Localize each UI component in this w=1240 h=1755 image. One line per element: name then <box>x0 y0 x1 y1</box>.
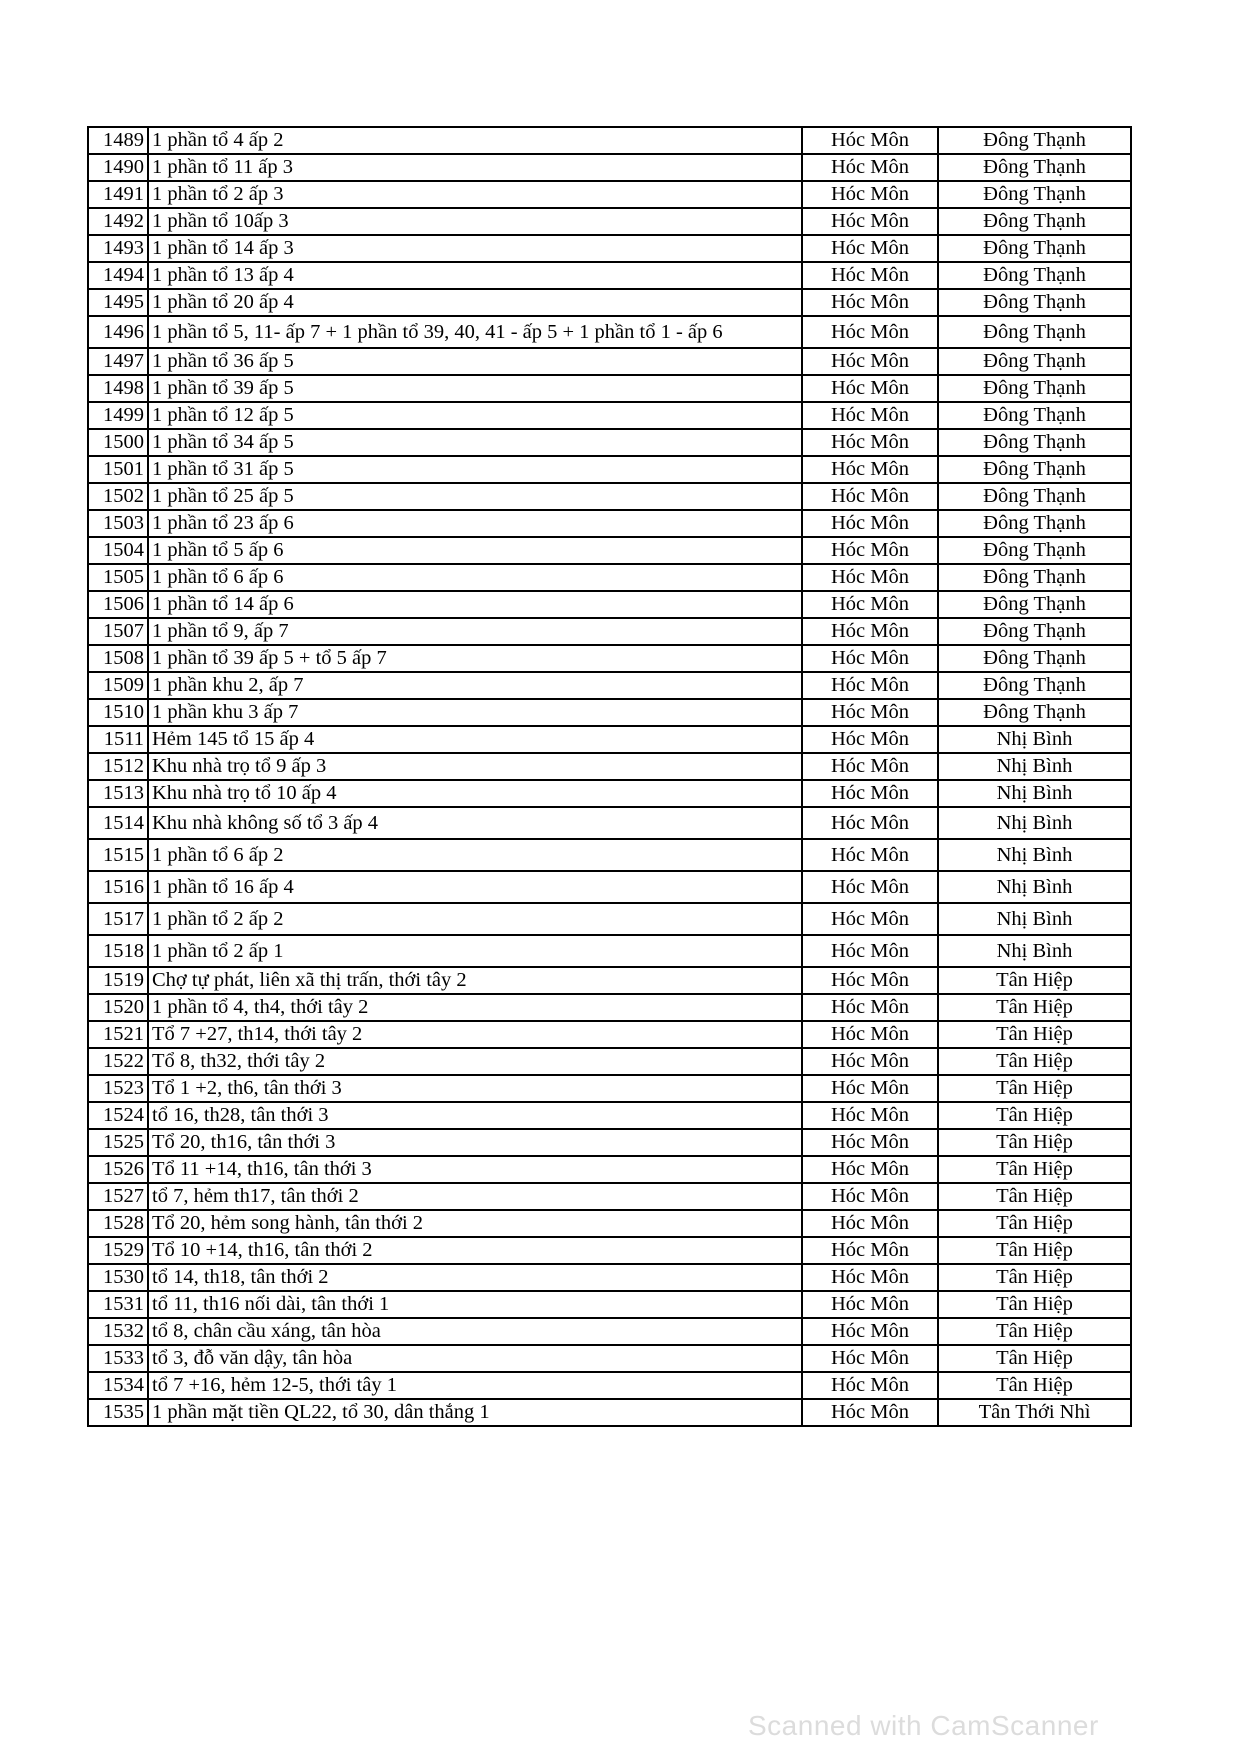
row-number: 1491 <box>88 181 148 208</box>
table-row <box>88 967 1131 994</box>
district-cell: Hóc Môn <box>802 537 938 564</box>
district-cell: Hóc Môn <box>802 289 938 316</box>
row-number: 1507 <box>88 618 148 645</box>
district-cell: Hóc Môn <box>802 1156 938 1183</box>
table-body <box>88 127 1131 1426</box>
row-number: 1531 <box>88 1291 148 1318</box>
ward-cell: Tân Hiệp <box>938 1021 1131 1048</box>
table-row <box>88 348 1131 375</box>
row-number: 1490 <box>88 154 148 181</box>
address-cell: Chợ tự phát, liên xã thị trấn, thới tây 2 <box>148 967 802 994</box>
table-row <box>88 1291 1131 1318</box>
table-row <box>88 537 1131 564</box>
address-cell: 1 phần tổ 4 ấp 2 <box>148 127 802 154</box>
address-cell: 1 phần tổ 31 ấp 5 <box>148 456 802 483</box>
address-cell: 1 phần tổ 20 ấp 4 <box>148 289 802 316</box>
district-cell: Hóc Môn <box>802 1129 938 1156</box>
ward-cell: Tân Thới Nhì <box>938 1399 1131 1426</box>
row-number: 1506 <box>88 591 148 618</box>
table-row <box>88 1021 1131 1048</box>
district-cell: Hóc Môn <box>802 235 938 262</box>
ward-cell: Nhị Bình <box>938 807 1131 839</box>
district-cell: Hóc Môn <box>802 348 938 375</box>
district-cell: Hóc Môn <box>802 262 938 289</box>
table-row <box>88 935 1131 967</box>
table-row <box>88 839 1131 871</box>
table-row <box>88 429 1131 456</box>
row-number: 1522 <box>88 1048 148 1075</box>
row-number: 1515 <box>88 839 148 871</box>
ward-cell: Đông Thạnh <box>938 208 1131 235</box>
table-row <box>88 483 1131 510</box>
address-cell: Tổ 1 +2, th6, tân thới 3 <box>148 1075 802 1102</box>
address-cell: tổ 16, th28, tân thới 3 <box>148 1102 802 1129</box>
table-row <box>88 1399 1131 1426</box>
district-cell: Hóc Môn <box>802 1075 938 1102</box>
district-cell: Hóc Môn <box>802 871 938 903</box>
row-number: 1500 <box>88 429 148 456</box>
row-number: 1526 <box>88 1156 148 1183</box>
camscanner-watermark: Scanned with CamScanner <box>748 1710 1099 1741</box>
ward-cell: Đông Thạnh <box>938 483 1131 510</box>
ward-cell: Tân Hiệp <box>938 1291 1131 1318</box>
table-row <box>88 1102 1131 1129</box>
address-cell: 1 phần tổ 36 ấp 5 <box>148 348 802 375</box>
address-cell: 1 phần tổ 9, ấp 7 <box>148 618 802 645</box>
district-cell: Hóc Môn <box>802 699 938 726</box>
table-row <box>88 780 1131 807</box>
district-cell: Hóc Môn <box>802 994 938 1021</box>
address-cell: 1 phần tổ 6 ấp 2 <box>148 839 802 871</box>
address-cell: 1 phần tổ 39 ấp 5 + tổ 5 ấp 7 <box>148 645 802 672</box>
ward-cell: Nhị Bình <box>938 903 1131 935</box>
ward-cell: Đông Thạnh <box>938 645 1131 672</box>
table-row <box>88 456 1131 483</box>
row-number: 1504 <box>88 537 148 564</box>
table-row <box>88 564 1131 591</box>
address-cell: tổ 14, th18, tân thới 2 <box>148 1264 802 1291</box>
district-cell: Hóc Môn <box>802 429 938 456</box>
district-cell: Hóc Môn <box>802 510 938 537</box>
row-number: 1525 <box>88 1129 148 1156</box>
district-cell: Hóc Môn <box>802 780 938 807</box>
row-number: 1499 <box>88 402 148 429</box>
ward-cell: Đông Thạnh <box>938 510 1131 537</box>
ward-cell: Đông Thạnh <box>938 235 1131 262</box>
ward-cell: Tân Hiệp <box>938 1156 1131 1183</box>
table-row <box>88 1237 1131 1264</box>
address-cell: tổ 7, hẻm th17, tân thới 2 <box>148 1183 802 1210</box>
row-number: 1530 <box>88 1264 148 1291</box>
table-row <box>88 726 1131 753</box>
row-number: 1492 <box>88 208 148 235</box>
row-number: 1511 <box>88 726 148 753</box>
district-cell: Hóc Môn <box>802 1372 938 1399</box>
table-row <box>88 316 1131 348</box>
row-number: 1529 <box>88 1237 148 1264</box>
ward-cell: Đông Thạnh <box>938 699 1131 726</box>
ward-cell: Tân Hiệp <box>938 1048 1131 1075</box>
ward-cell: Tân Hiệp <box>938 1318 1131 1345</box>
row-number: 1527 <box>88 1183 148 1210</box>
table-row <box>88 1264 1131 1291</box>
ward-cell: Tân Hiệp <box>938 1345 1131 1372</box>
ward-cell: Tân Hiệp <box>938 1075 1131 1102</box>
district-cell: Hóc Môn <box>802 181 938 208</box>
district-cell: Hóc Môn <box>802 127 938 154</box>
table-row <box>88 1372 1131 1399</box>
ward-cell: Tân Hiệp <box>938 1129 1131 1156</box>
ward-cell: Tân Hiệp <box>938 1372 1131 1399</box>
district-cell: Hóc Môn <box>802 903 938 935</box>
table-row <box>88 289 1131 316</box>
district-cell: Hóc Môn <box>802 839 938 871</box>
ward-cell: Tân Hiệp <box>938 1210 1131 1237</box>
address-cell: Tổ 7 +27, th14, thới tây 2 <box>148 1021 802 1048</box>
address-cell: Tổ 20, hẻm song hành, tân thới 2 <box>148 1210 802 1237</box>
row-number: 1512 <box>88 753 148 780</box>
district-cell: Hóc Môn <box>802 375 938 402</box>
table-row <box>88 235 1131 262</box>
table-row <box>88 1075 1131 1102</box>
table-row <box>88 181 1131 208</box>
ward-cell: Đông Thạnh <box>938 154 1131 181</box>
table-row <box>88 127 1131 154</box>
address-cell: 1 phần tổ 5 ấp 6 <box>148 537 802 564</box>
ward-cell: Nhị Bình <box>938 871 1131 903</box>
ward-cell: Đông Thạnh <box>938 262 1131 289</box>
address-cell: 1 phần tổ 10ấp 3 <box>148 208 802 235</box>
table-row <box>88 510 1131 537</box>
district-cell: Hóc Môn <box>802 591 938 618</box>
ward-cell: Tân Hiệp <box>938 1183 1131 1210</box>
district-cell: Hóc Môn <box>802 672 938 699</box>
ward-cell: Đông Thạnh <box>938 429 1131 456</box>
ward-cell: Đông Thạnh <box>938 181 1131 208</box>
district-cell: Hóc Môn <box>802 564 938 591</box>
row-number: 1496 <box>88 316 148 348</box>
address-cell: 1 phần tổ 34 ấp 5 <box>148 429 802 456</box>
table-row <box>88 262 1131 289</box>
row-number: 1493 <box>88 235 148 262</box>
district-cell: Hóc Môn <box>802 645 938 672</box>
row-number: 1509 <box>88 672 148 699</box>
row-number: 1533 <box>88 1345 148 1372</box>
address-cell: tổ 11, th16 nối dài, tân thới 1 <box>148 1291 802 1318</box>
ward-cell: Nhị Bình <box>938 780 1131 807</box>
table-row <box>88 672 1131 699</box>
table-row <box>88 1210 1131 1237</box>
district-cell: Hóc Môn <box>802 618 938 645</box>
address-cell: 1 phần tổ 14 ấp 3 <box>148 235 802 262</box>
row-number: 1520 <box>88 994 148 1021</box>
address-cell: 1 phần tổ 4, th4, thới tây 2 <box>148 994 802 1021</box>
district-cell: Hóc Môn <box>802 316 938 348</box>
row-number: 1502 <box>88 483 148 510</box>
table-row <box>88 871 1131 903</box>
district-cell: Hóc Môn <box>802 1237 938 1264</box>
ward-cell: Đông Thạnh <box>938 402 1131 429</box>
ward-cell: Tân Hiệp <box>938 1237 1131 1264</box>
row-number: 1519 <box>88 967 148 994</box>
table-row <box>88 645 1131 672</box>
row-number: 1532 <box>88 1318 148 1345</box>
ward-cell: Đông Thạnh <box>938 316 1131 348</box>
address-cell: 1 phần tổ 6 ấp 6 <box>148 564 802 591</box>
table-row <box>88 208 1131 235</box>
row-number: 1503 <box>88 510 148 537</box>
table-row <box>88 1048 1131 1075</box>
address-cell: tổ 3, đỗ văn dậy, tân hòa <box>148 1345 802 1372</box>
row-number: 1513 <box>88 780 148 807</box>
address-cell: 1 phần tổ 11 ấp 3 <box>148 154 802 181</box>
ward-cell: Đông Thạnh <box>938 348 1131 375</box>
address-cell: 1 phần tổ 2 ấp 3 <box>148 181 802 208</box>
table-row <box>88 807 1131 839</box>
address-cell: 1 phần tổ 39 ấp 5 <box>148 375 802 402</box>
district-cell: Hóc Môn <box>802 456 938 483</box>
address-cell: Tổ 11 +14, th16, tân thới 3 <box>148 1156 802 1183</box>
table-row <box>88 1183 1131 1210</box>
row-number: 1535 <box>88 1399 148 1426</box>
ward-cell: Tân Hiệp <box>938 1102 1131 1129</box>
ward-cell: Đông Thạnh <box>938 591 1131 618</box>
row-number: 1498 <box>88 375 148 402</box>
district-cell: Hóc Môn <box>802 1210 938 1237</box>
table-row <box>88 1156 1131 1183</box>
table-row <box>88 1129 1131 1156</box>
row-number: 1516 <box>88 871 148 903</box>
row-number: 1494 <box>88 262 148 289</box>
address-cell: 1 phần tổ 12 ấp 5 <box>148 402 802 429</box>
address-cell: Tổ 8, th32, thới tây 2 <box>148 1048 802 1075</box>
address-cell: 1 phần tổ 23 ấp 6 <box>148 510 802 537</box>
district-cell: Hóc Môn <box>802 1021 938 1048</box>
row-number: 1495 <box>88 289 148 316</box>
address-cell: Khu nhà trọ tổ 10 ấp 4 <box>148 780 802 807</box>
district-cell: Hóc Môn <box>802 1399 938 1426</box>
row-number: 1523 <box>88 1075 148 1102</box>
row-number: 1505 <box>88 564 148 591</box>
ward-cell: Tân Hiệp <box>938 994 1131 1021</box>
row-number: 1517 <box>88 903 148 935</box>
address-cell: 1 phần khu 3 ấp 7 <box>148 699 802 726</box>
row-number: 1510 <box>88 699 148 726</box>
table-row <box>88 591 1131 618</box>
row-number: 1514 <box>88 807 148 839</box>
district-cell: Hóc Môn <box>802 1264 938 1291</box>
address-cell: 1 phần mặt tiền QL22, tổ 30, dân thắng 1 <box>148 1399 802 1426</box>
row-number: 1489 <box>88 127 148 154</box>
ward-cell: Đông Thạnh <box>938 375 1131 402</box>
district-cell: Hóc Môn <box>802 483 938 510</box>
ward-cell: Đông Thạnh <box>938 618 1131 645</box>
table-row <box>88 994 1131 1021</box>
address-cell: 1 phần tổ 14 ấp 6 <box>148 591 802 618</box>
ward-cell: Nhị Bình <box>938 839 1131 871</box>
address-cell: Khu nhà trọ tổ 9 ấp 3 <box>148 753 802 780</box>
address-cell: Hẻm 145 tổ 15 ấp 4 <box>148 726 802 753</box>
row-number: 1524 <box>88 1102 148 1129</box>
district-cell: Hóc Môn <box>802 935 938 967</box>
row-number: 1518 <box>88 935 148 967</box>
address-cell: Khu nhà không số tổ 3 ấp 4 <box>148 807 802 839</box>
table-row <box>88 699 1131 726</box>
ward-cell: Đông Thạnh <box>938 289 1131 316</box>
table-row <box>88 402 1131 429</box>
table-row <box>88 154 1131 181</box>
district-cell: Hóc Môn <box>802 807 938 839</box>
district-cell: Hóc Môn <box>802 402 938 429</box>
district-cell: Hóc Môn <box>802 1345 938 1372</box>
district-cell: Hóc Môn <box>802 1291 938 1318</box>
ward-cell: Nhị Bình <box>938 753 1131 780</box>
address-cell: 1 phần tổ 2 ấp 2 <box>148 903 802 935</box>
ward-cell: Đông Thạnh <box>938 456 1131 483</box>
address-cell: Tổ 20, th16, tân thới 3 <box>148 1129 802 1156</box>
ward-cell: Đông Thạnh <box>938 537 1131 564</box>
district-cell: Hóc Môn <box>802 726 938 753</box>
ward-cell: Tân Hiệp <box>938 1264 1131 1291</box>
row-number: 1501 <box>88 456 148 483</box>
address-cell: 1 phần tổ 13 ấp 4 <box>148 262 802 289</box>
ward-cell: Tân Hiệp <box>938 967 1131 994</box>
row-number: 1521 <box>88 1021 148 1048</box>
address-cell: Tổ 10 +14, th16, tân thới 2 <box>148 1237 802 1264</box>
table-row <box>88 753 1131 780</box>
row-number: 1534 <box>88 1372 148 1399</box>
ward-cell: Nhị Bình <box>938 726 1131 753</box>
table-row <box>88 1345 1131 1372</box>
address-cell: 1 phần tổ 5, 11- ấp 7 + 1 phần tổ 39, 40, 41 - ấp 5 + 1 phần tổ 1 - ấp 6 <box>148 316 802 348</box>
row-number: 1497 <box>88 348 148 375</box>
district-cell: Hóc Môn <box>802 1102 938 1129</box>
table-row <box>88 618 1131 645</box>
district-cell: Hóc Môn <box>802 753 938 780</box>
district-cell: Hóc Môn <box>802 154 938 181</box>
address-cell: 1 phần khu 2, ấp 7 <box>148 672 802 699</box>
address-cell: 1 phần tổ 25 ấp 5 <box>148 483 802 510</box>
district-cell: Hóc Môn <box>802 1183 938 1210</box>
ward-cell: Đông Thạnh <box>938 564 1131 591</box>
ward-cell: Đông Thạnh <box>938 127 1131 154</box>
address-table <box>87 126 1132 1427</box>
district-cell: Hóc Môn <box>802 1318 938 1345</box>
address-cell: tổ 7 +16, hẻm 12-5, thới tây 1 <box>148 1372 802 1399</box>
address-cell: 1 phần tổ 16 ấp 4 <box>148 871 802 903</box>
table-row <box>88 1318 1131 1345</box>
row-number: 1508 <box>88 645 148 672</box>
district-cell: Hóc Môn <box>802 967 938 994</box>
table-row <box>88 375 1131 402</box>
ward-cell: Nhị Bình <box>938 935 1131 967</box>
table-row <box>88 903 1131 935</box>
district-cell: Hóc Môn <box>802 208 938 235</box>
address-cell: 1 phần tổ 2 ấp 1 <box>148 935 802 967</box>
district-cell: Hóc Môn <box>802 1048 938 1075</box>
row-number: 1528 <box>88 1210 148 1237</box>
ward-cell: Đông Thạnh <box>938 672 1131 699</box>
address-cell: tổ 8, chân cầu xáng, tân hòa <box>148 1318 802 1345</box>
